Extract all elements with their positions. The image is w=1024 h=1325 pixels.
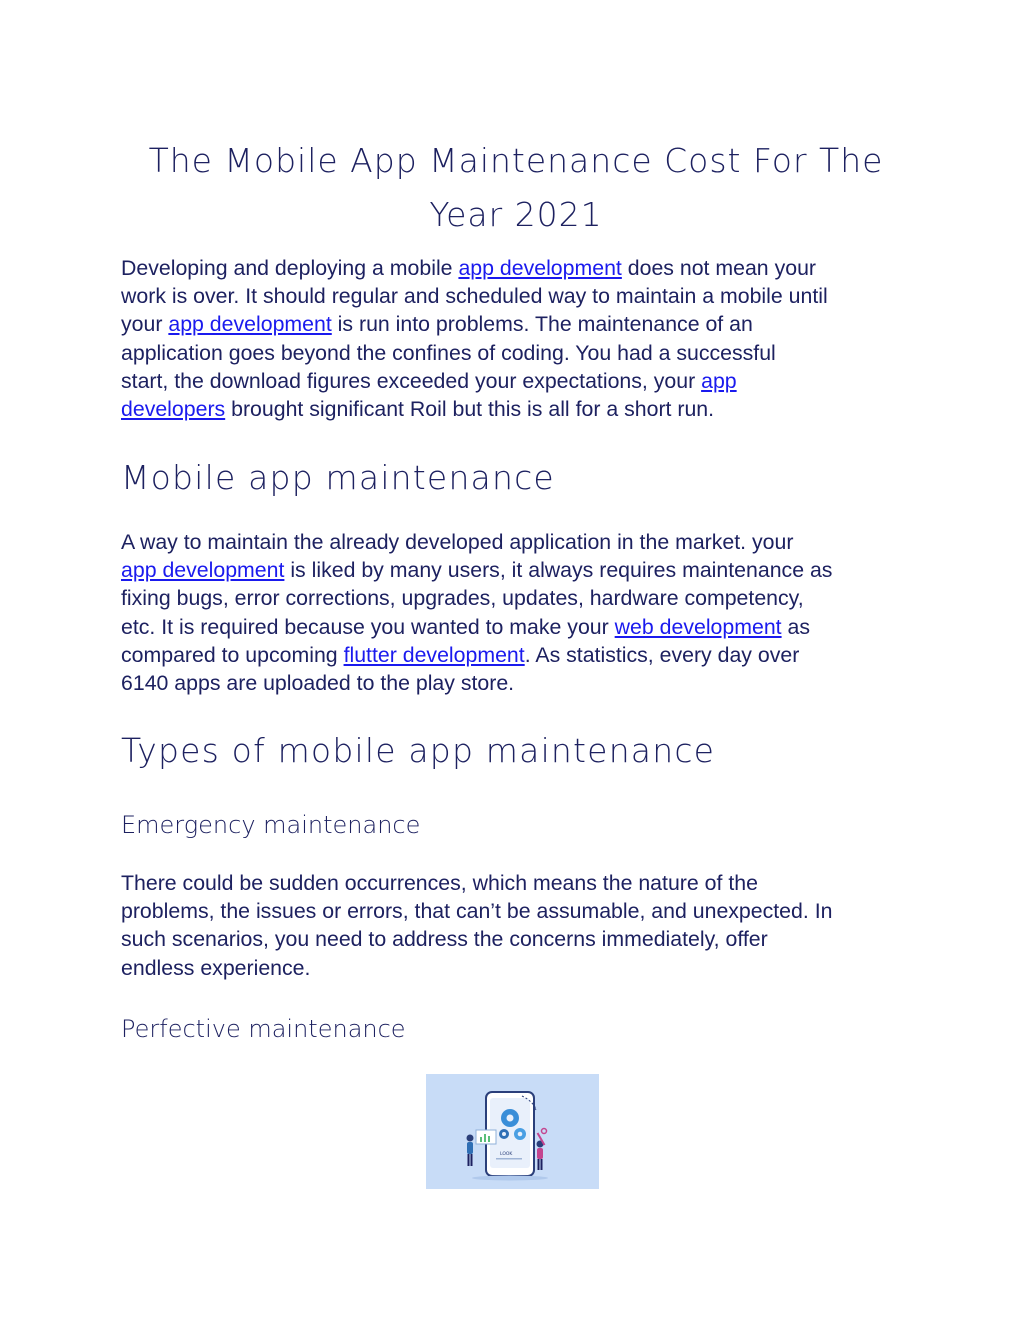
text: is liked by many users, it always requires maintenance as xyxy=(284,558,833,583)
text: A way to maintain the already developed application in the market. your xyxy=(121,530,794,554)
text: There could be sudden occurrences, which means the nature of the xyxy=(121,871,758,895)
emergency-paragraph xyxy=(121,869,911,982)
app-development-link[interactable]: app development xyxy=(168,312,332,337)
text: application goes beyond the confines of coding. You had a successful xyxy=(121,340,776,365)
app-development-link[interactable]: app development xyxy=(458,256,622,280)
flutter-development-link[interactable]: flutter development xyxy=(343,642,525,667)
text: etc. It is required because you wanted to make your xyxy=(121,614,615,639)
text: work is over. It should regular and scheduled way to maintain a mobile until xyxy=(121,284,828,309)
text: brought significant Roil but this is all for a short run. xyxy=(225,397,715,422)
text: endless experience. xyxy=(121,955,311,980)
maintenance-illustration xyxy=(426,1074,599,1189)
app-development-link[interactable]: app development xyxy=(121,558,285,583)
heading-perfective-maintenance: Perfective maintenance xyxy=(121,1015,406,1043)
text: fixing bugs, error corrections, upgrades, updates, hardware competency, xyxy=(121,586,804,611)
text: is run into problems. The maintenance of an xyxy=(331,312,753,337)
heading-mobile-app-maintenance: Mobile app maintenance xyxy=(121,458,555,497)
text: compared to upcoming xyxy=(121,642,344,667)
illustration-svg xyxy=(426,1074,599,1189)
app-developers-link[interactable]: developers xyxy=(121,397,226,422)
page-title xyxy=(121,134,911,242)
heading-emergency-maintenance: Emergency maintenance xyxy=(121,811,421,839)
text: 6140 apps are uploaded to the play store. xyxy=(121,671,515,696)
mobile-paragraph xyxy=(121,528,911,697)
text: as xyxy=(781,614,811,639)
text: . As statistics, every day over xyxy=(524,642,800,667)
title-line-2: Year 2021 xyxy=(429,195,603,234)
app-developers-link[interactable]: app xyxy=(701,368,737,393)
web-development-link[interactable]: web development xyxy=(614,614,782,639)
person-icon xyxy=(467,1135,474,1142)
text: your xyxy=(121,312,169,337)
text: start, the download figures exceeded your expectations, your xyxy=(121,368,702,393)
phone-screen-text: LOOK xyxy=(500,1152,513,1157)
text: does not mean your xyxy=(621,256,817,280)
title-line-1: The Mobile App Maintenance Cost For The xyxy=(148,141,884,180)
text: such scenarios, you need to address the concerns immediately, offer xyxy=(121,927,768,952)
heading-types-of-maintenance: Types of mobile app maintenance xyxy=(121,731,716,770)
intro-paragraph xyxy=(121,254,911,423)
text: problems, the issues or errors, that can’t be assumable, and unexpected. In xyxy=(121,899,833,924)
text: Developing and deploying a mobile xyxy=(121,256,459,280)
